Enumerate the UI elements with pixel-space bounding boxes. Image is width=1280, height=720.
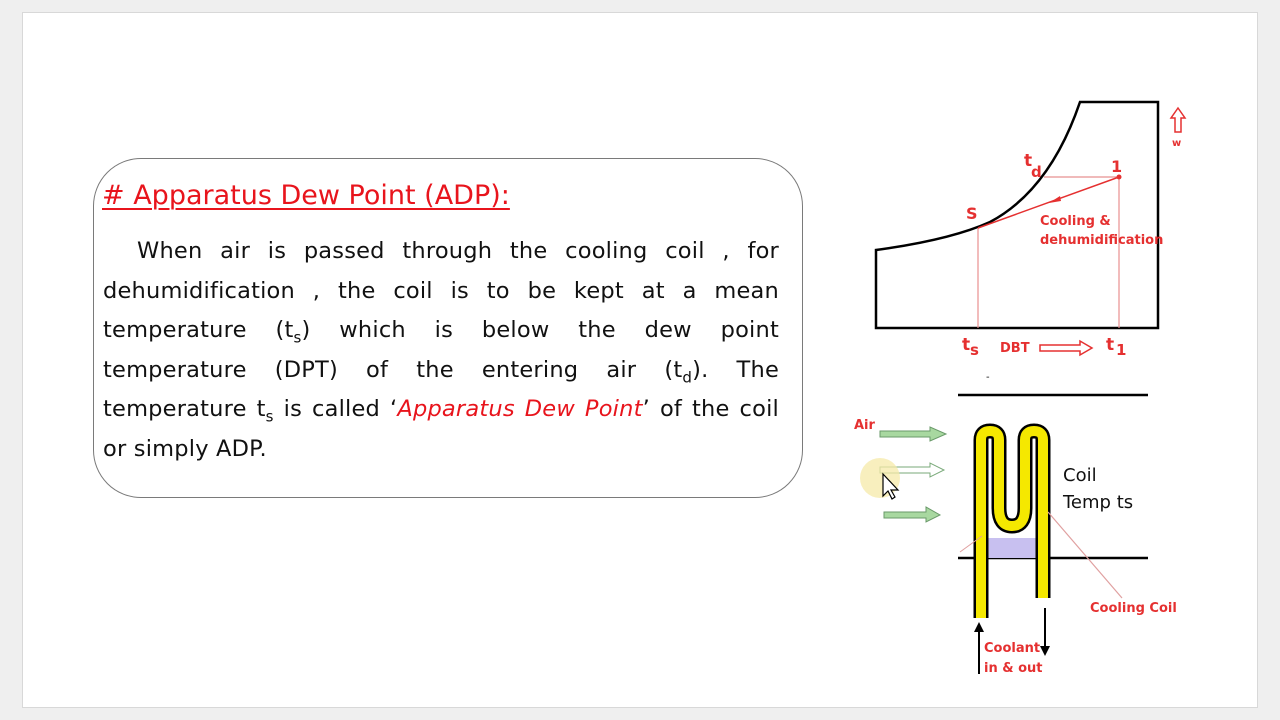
w-arrow-icon [1171,108,1185,132]
air-arrow-icon [880,427,946,441]
coolant-label-2: in & out [984,661,1043,676]
td-sub: d [1031,163,1042,181]
coolant-in-arrow-icon [974,622,984,674]
chart-outline [876,102,1158,328]
t1-sub: 1 [1116,341,1127,359]
cooling-coil-label: Cooling Coil [1090,601,1177,616]
process-label-1: Cooling & [1040,214,1111,229]
coil-temp-label-1: Coil [1063,465,1097,486]
ts-label: t [962,335,971,355]
mouse-cursor [860,458,900,499]
cooling-coil-pointer [1048,512,1122,598]
sub-s: s [293,328,302,347]
coolant-label-1: Coolant [984,641,1041,656]
process-arrowhead [1049,196,1061,203]
sub-s-2: s [265,407,274,426]
para-text-1: When air is passed through the cooling coil , for dehumidification , the coil is to be kept at a mean temperature (t [103,238,779,343]
para-text-3: ). The temperature t [103,356,779,422]
point-s-label: S [966,204,978,223]
psychro-chart [876,102,1185,383]
para-text-2: ) which is below the dew point temperature (DPT) of the entering air (t [103,317,779,383]
coil-tube [981,431,1043,618]
para-text-5: ’ of the coil or simply ADP. [103,396,779,462]
air-arrow-icon-3 [884,507,940,522]
dash-mark: - [986,372,990,383]
air-label: Air [854,418,875,433]
cursor-highlight [860,458,900,498]
process-label-2: dehumidification [1040,233,1164,248]
heading: # Apparatus Dew Point (ADP): [102,180,510,211]
sub-d: d [682,368,693,386]
coil-temp-label-2: Temp ts [1063,492,1134,513]
dbt-label: DBT [1000,341,1030,356]
point-1-label: 1 [1111,157,1123,176]
t1-label: t [1106,335,1115,355]
para-text-4: is called ‘ [273,396,398,422]
condensate-water [985,538,1040,558]
dbt-arrow-icon [1040,341,1092,355]
adp-term: Apparatus Dew Point [397,396,643,422]
w-label: w [1172,138,1182,149]
coolant-out-arrow-icon [1040,608,1050,656]
coil-diagram [854,395,1177,676]
ts-sub: s [970,341,979,359]
td-label: t [1024,151,1033,171]
